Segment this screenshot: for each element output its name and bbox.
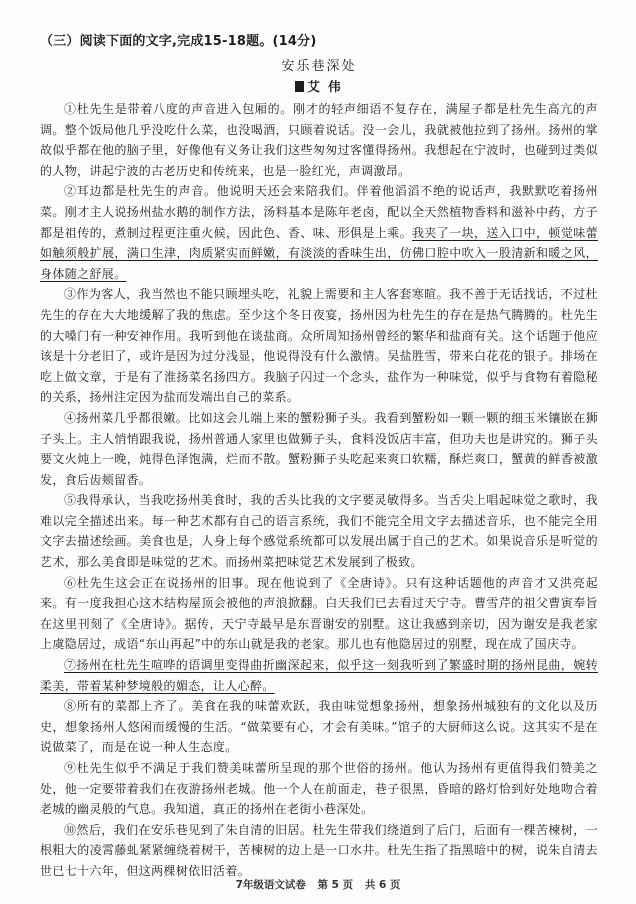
author-name: 艾 伟 — [307, 79, 343, 94]
paragraph-2 — [40, 181, 598, 284]
article-title: 安乐巷深处 — [281, 59, 357, 74]
paragraph-9 — [40, 758, 598, 820]
paragraph-3 — [40, 284, 598, 408]
paragraph-text: ⑨杜先生似乎不满足于我们赞美味蕾所呈现的那个世俗的扬州。他认为扬州有更值得我们赞美之处，他一定要带着我们在夜游扬州老城。他一个人在前面走，巷子很黑，昏暗的路灯恰到好处地吻合着老城的幽灵般的气息。我知道，真正的扬州在老街小巷深处。 — [40, 761, 598, 817]
paragraph-8 — [40, 696, 598, 758]
paragraph-text: ⑤我得承认，当我吃扬州美食时，我的舌头比我的文字要灵敏得多。当舌尖上唱起味觉之歌时，我难以完全描述出来。每一种艺术都有自己的语言系统，我们不能完全用文字去描述音乐，也不能完全用文字去描述绘画。美食也是，人身上每个感觉系统都可以发展出属于自己的艺术。如果说音乐是听觉的艺术，那么美食即是味觉的艺术。而扬州菜把味觉艺术发展到了极致。 — [40, 493, 598, 570]
paragraph-text: ④扬州菜几乎都很嫩。比如这会儿端上来的蟹粉狮子头。我看到蟹粉如一颗一颗的细玉米镶嵌在狮子头上。主人悄悄跟我说，扬州普通人家里也做狮子头，食料没饭店丰富，但功夫也是讲究的。狮子头要文火炖上一晚，炖得色泽饱满，烂而不散。蟹粉狮子头吃起来爽口软糯，酥烂爽口，蟹黄的鲜香被激发，食后齿颊留香。 — [40, 410, 598, 487]
page-total: 共 6 页 — [364, 879, 401, 891]
section-heading: （三）阅读下面的文字,完成15-18题。(14分) — [40, 34, 317, 49]
black-square-icon — [295, 81, 304, 92]
paragraph-1 — [40, 99, 598, 181]
paragraph-4 — [40, 408, 598, 490]
paragraph-text: ⑥杜先生这会正在说扬州的旧事。现在他说到了《全唐诗》。只有这种话题他的声音才又洪亮起来。有一度我担心这木结构屋顶会被他的声浪掀翻。白天我们已去看过天宁寺。曹雪芹的祖父曹寅奉旨在这里刊刻了《全唐诗》。据传，天宁寺最早是东晋谢安的别墅。这让我感到亲切，因为谢安是我老家上虞隐居过，成语“东山再起”中的东山就是我的老家。那儿也有他隐居过的别墅，现在成了国庆寺。 — [40, 575, 598, 652]
article-body — [40, 99, 598, 882]
article-author — [40, 77, 598, 95]
underlined-text: ⑦扬州在杜先生喧哗的语调里变得曲折幽深起来，似乎这一刻我听到了繁盛时期的扬州昆曲，婉转柔美，带着某种梦境般的媚态，让人心醉。 — [40, 658, 598, 693]
paragraph-6 — [40, 573, 598, 655]
paragraph-text: ⑩然后，我们在安乐巷见到了朱自清的旧居。杜先生带我们绕道到了后门，后面有一棵苦楝树，一根粗大的凌霄藤虬紧紧缠绕着树干，苦楝树的边上是一口水井。杜先生指了指黑暗中的树，说朱自清去世已七十六年，但这两棵树依旧活着。 — [40, 822, 598, 878]
paragraph-7 — [40, 655, 598, 696]
paragraph-10 — [40, 820, 598, 882]
paragraph-text: ②耳边都是杜先生的声音。他说明天还会来陪我们。伴着他滔滔不绝的说话声，我默默吃着扬州菜。刚才主人说扬州盐水鹅的制作方法，汤料基本是陈年老卤，配以全天然植物香料和滋补中药，方子都是祖传的，煮制过程更注重火候，因此色、香、味、形俱是上乘。 — [40, 184, 598, 240]
paragraph-5 — [40, 490, 598, 572]
page-number: 第 5 页 — [317, 879, 354, 891]
exam-name: 7年级语文试卷 — [235, 879, 306, 891]
paragraph-text: ⑧所有的菜都上齐了。美食在我的味蕾欢跃，我由味觉想象扬州，想象扬州城独有的文化以及历史，想象扬州人悠闲而缓慢的生活。“做菜要有心，才会有美味。”馆子的大厨师这么说。这其实不是在说做菜了，而是在说一种人生态度。 — [40, 699, 598, 755]
paragraph-text: ③作为客人，我当然也不能只顾埋头吃，礼貌上需要和主人客套寒暄。我不善于无话找话，不过杜先生的存在大大地缓解了我的焦虑。至少这个冬日夜宴，扬州因为杜先生的存在是热气腾腾的。杜先生的大嗓门有一种安神作用。我听到他在谈盐商。众所周知扬州曾经的繁华和盐商有关。这个话题于他应该是十分老旧了，或许是因为过分浅显，他说得没有什么激情。吴盐胜雪，带来白花花的银子。排场在吃上做文章，于是有了淮扬菜名扬四方。我脑子闪过一个念头，盐作为一种味觉，似乎与食物有着隐秘的关系，扬州注定因为盐而发端出自己的菜系。 — [40, 287, 598, 405]
underlined-text: 我夹了一块，送入口中，顿觉味蕾如触须般扩展，满口生津，肉质紧实而鲜嫩，有淡淡的香味生出，仿佛口腔中吹入一股清新和暖之风，身体随之舒展。 — [40, 225, 598, 281]
paragraph-text: ①杜先生是带着八度的声音进入包厢的。刚才的轻声细语不复存在，满屋子都是杜先生高亢的声调。整个饭局他几乎没吃什么菜，也没喝酒，只顾着说话。没一会儿，我就被他拉到了扬州。扬州的掌故似乎都在他的脑子里，好像他有义务让我们这些匆匆过客懂得扬州。我想起在宁波时，也碰到过类似的人物，讲起宁波的古老历史和传统来，也是一脸红光，声调激昂。 — [40, 102, 598, 178]
page-footer — [0, 877, 636, 892]
